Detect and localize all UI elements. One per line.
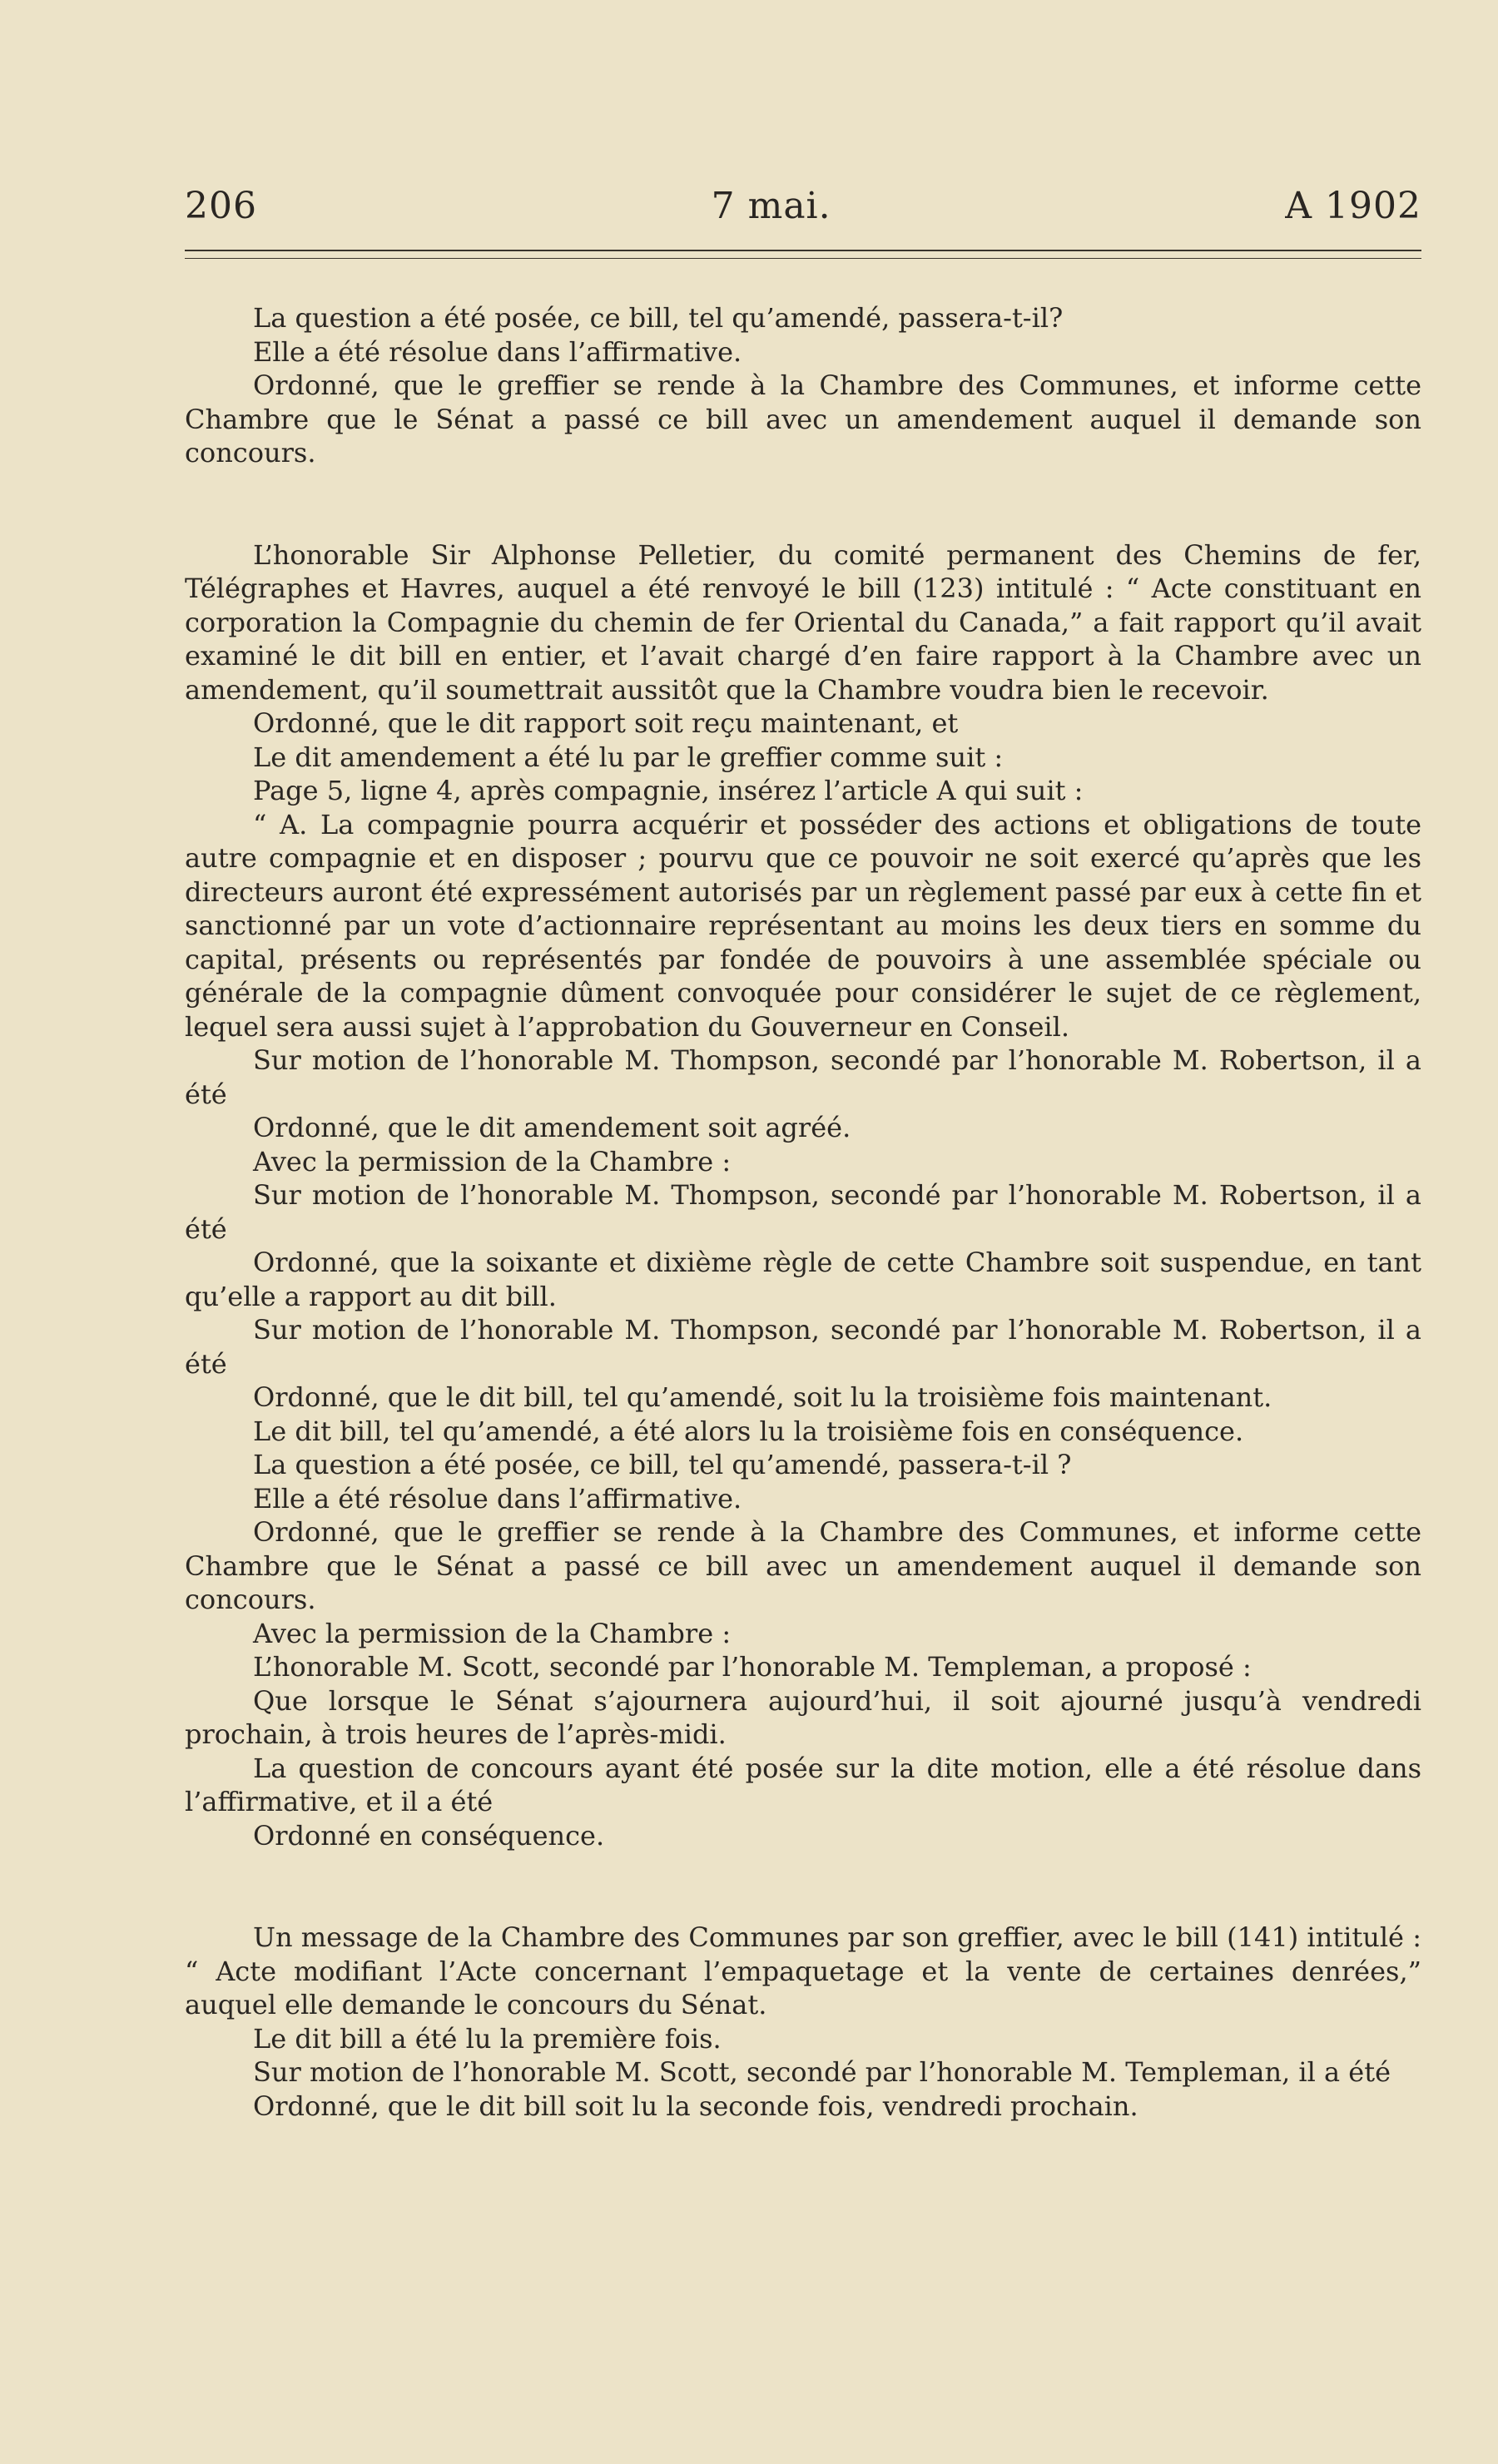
paragraph: Elle a été résolue dans l’affirmative. [253,335,742,368]
paragraph: Un message de la Chambre des Communes par son greffier, avec le bill (141) intitulé : “ Acte modifiant l’Acte concernant l’empaquetage et la vente de certaines denrées,” auquel elle demande le concours du Sénat. [185,1921,1421,2020]
paragraph: Ordonné, que le dit rapport soit reçu maintenant, et [253,707,959,739]
paragraph: Elle a été résolue dans l’affirmative. [253,1482,742,1515]
paragraph: Ordonné, que le greffier se rende à la Chambre des Communes, et informe cette Chambre que le Sénat a passé ce bill avec un amendement auquel il demande son concours. [185,369,1421,469]
paragraph: L’honorable M. Scott, secondé par l’honorable M. Templeman, a proposé : [253,1651,1252,1683]
header-rule [185,250,1421,251]
paragraph: La question de concours ayant été posée sur la dite motion, elle a été résolue dans l’affirmative, et il a été [185,1752,1421,1817]
paragraph: Sur motion de l’honorable M. Thompson, secondé par l’honorable M. Robertson, il a été [185,1179,1421,1245]
paragraph: Sur motion de l’honorable M. Thompson, secondé par l’honorable M. Robertson, il a été [185,1314,1421,1380]
header-rule-thin [185,258,1421,259]
paragraph: Sur motion de l’honorable M. Scott, secondé par l’honorable M. Templeman, il a été [253,2056,1391,2088]
paragraph: Sur motion de l’honorable M. Thompson, secondé par l’honorable M. Robertson, il a été [185,1044,1421,1110]
paragraph: Ordonné en conséquence. [253,1819,605,1852]
paragraph: Avec la permission de la Chambre : [253,1145,732,1177]
paragraph: La question a été posée, ce bill, tel qu’amendé, passera-t-il? [253,302,1064,334]
paragraph: Avec la permission de la Chambre : [253,1617,732,1649]
paragraph: Ordonné, que le greffier se rende à la Chambre des Communes, et informe cette Chambre que le Sénat a passé ce bill avec un amendement auquel il demande son concours. [185,1516,1421,1615]
page-body [185,301,1421,2123]
section-gap [185,470,1421,538]
paragraph: La question a été posée, ce bill, tel qu’amendé, passera-t-il ? [253,1449,1072,1480]
page-date: 7 mai. [711,184,831,227]
section-gap [185,1852,1421,1921]
paragraph: Le dit bill, tel qu’amendé, a été alors lu la troisième fois en conséquence. [253,1415,1244,1447]
paragraph: Ordonné, que le dit amendement soit agréé. [253,1112,851,1143]
paragraph: Page 5, ligne 4, après compagnie, insérez l’article A qui suit : [253,775,1084,806]
paragraph: Ordonné, que le dit bill, tel qu’amendé, soit lu la troisième fois maintenant. [253,1381,1272,1413]
paragraph: L’honorable Sir Alphonse Pelletier, du comité permanent des Chemins de fer, Télégraphes et Havres, auquel a été renvoyé le bill (123) intitulé : “ Acte constituant en corporation la Compagnie du chemin de fer Oriental du Canada,” a fait rapport qu’il avait examiné le dit bill en entier, et l’avait chargé d’en faire rapport à la Chambre avec un amendement, qu’il soumettrait aussitôt que la Chambre voudra bien le recevoir. [185,538,1421,706]
paragraph: Ordonné, que le dit bill soit lu la seconde fois, vendredi prochain. [253,2090,1138,2122]
paragraph: “ A. La compagnie pourra acquérir et posséder des actions et obligations de toute autre compagnie et en disposer ; pourvu que ce pouvoir ne soit exercé qu’après que les directeurs auront été expressément autorisés par un règlement passé par eux à cette fin et sanctionné par un vote d’actionnaire représentant au moins les deux tiers en somme du capital, présents ou représentés par fondée de pouvoirs à une assemblée spéciale ou générale de la compagnie dûment convoquée pour considérer le sujet de ce règlement, lequel sera aussi sujet à l’approbation du Gouverneur en Conseil. [185,808,1421,1043]
page-year: A 1902 [1285,184,1421,227]
paragraph: Que lorsque le Sénat s’ajournera aujourd’hui, il soit ajourné jusqu’à vendredi prochain, à trois heures de l’après-midi. [185,1684,1421,1750]
page-header [185,176,1421,235]
page-number: 206 [185,184,257,227]
paragraph: Le dit bill a été lu la première fois. [253,2022,722,2055]
paragraph: Le dit amendement a été lu par le greffier comme suit : [253,741,1004,773]
paragraph: Ordonné, que la soixante et dixième règle de cette Chambre soit suspendue, en tant qu’elle a rapport au dit bill. [185,1247,1421,1312]
